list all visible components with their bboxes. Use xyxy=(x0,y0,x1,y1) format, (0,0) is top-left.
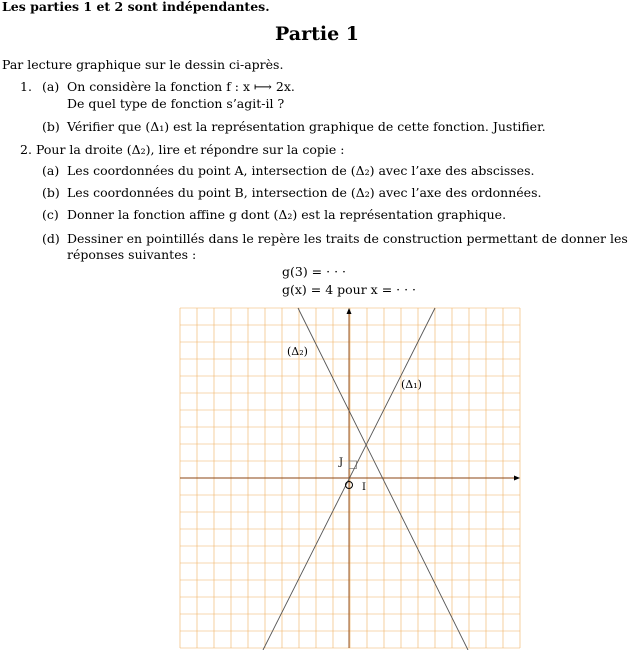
q1-number: 1. xyxy=(20,79,32,94)
equation-gx4: g(x) = 4 pour x = · · · xyxy=(282,282,417,297)
q2-intro: Pour la droite (Δ₂), lire et répondre sur la copie : xyxy=(36,142,345,157)
i-label: I xyxy=(362,482,366,493)
q1b-text: Vérifier que (Δ₁) est la représentation graphique de cette fonction. Justifier. xyxy=(67,119,546,134)
q1a-line2: De quel type de fonction s’agit-il ? xyxy=(67,96,285,111)
y-axis-arrow xyxy=(347,308,352,314)
intro-note: Les parties 1 et 2 sont indépendantes. xyxy=(2,0,270,14)
q2d-line1: Dessiner en pointillés dans le repère les traits de construction permettant de donner les xyxy=(67,231,628,246)
delta1-label: (Δ₁) xyxy=(401,378,422,391)
q1a-label: (a) xyxy=(42,79,60,94)
delta2-label: (Δ₂) xyxy=(287,345,308,358)
x-axis-arrow xyxy=(514,476,520,481)
q2-number: 2. xyxy=(20,142,32,157)
q2b-label: (b) xyxy=(42,185,60,200)
q2c-text: Donner la fonction affine g dont (Δ₂) est la représentation graphique. xyxy=(67,207,507,222)
page-title: Partie 1 xyxy=(274,23,359,45)
q2a-label: (a) xyxy=(42,163,60,178)
q1b-label: (b) xyxy=(42,119,60,134)
q2b-text: Les coordonnées du point B, intersection de (Δ₂) avec l’axe des ordonnées. xyxy=(67,185,542,200)
q2d-line2: réponses suivantes : xyxy=(67,247,197,262)
q1a-line1: On considère la fonction f : x ⟼ 2x. xyxy=(67,79,295,94)
q2a-text: Les coordonnées du point A, intersection de (Δ₂) avec l’axe des abscisses. xyxy=(67,163,535,178)
lead-text: Par lecture graphique sur le dessin ci-après. xyxy=(2,57,284,72)
equation-g3: g(3) = · · · xyxy=(282,264,346,279)
q2d-label: (d) xyxy=(42,231,60,246)
j-label: J xyxy=(339,457,344,468)
coordinate-graph xyxy=(170,300,530,653)
q2c-label: (c) xyxy=(42,207,59,222)
